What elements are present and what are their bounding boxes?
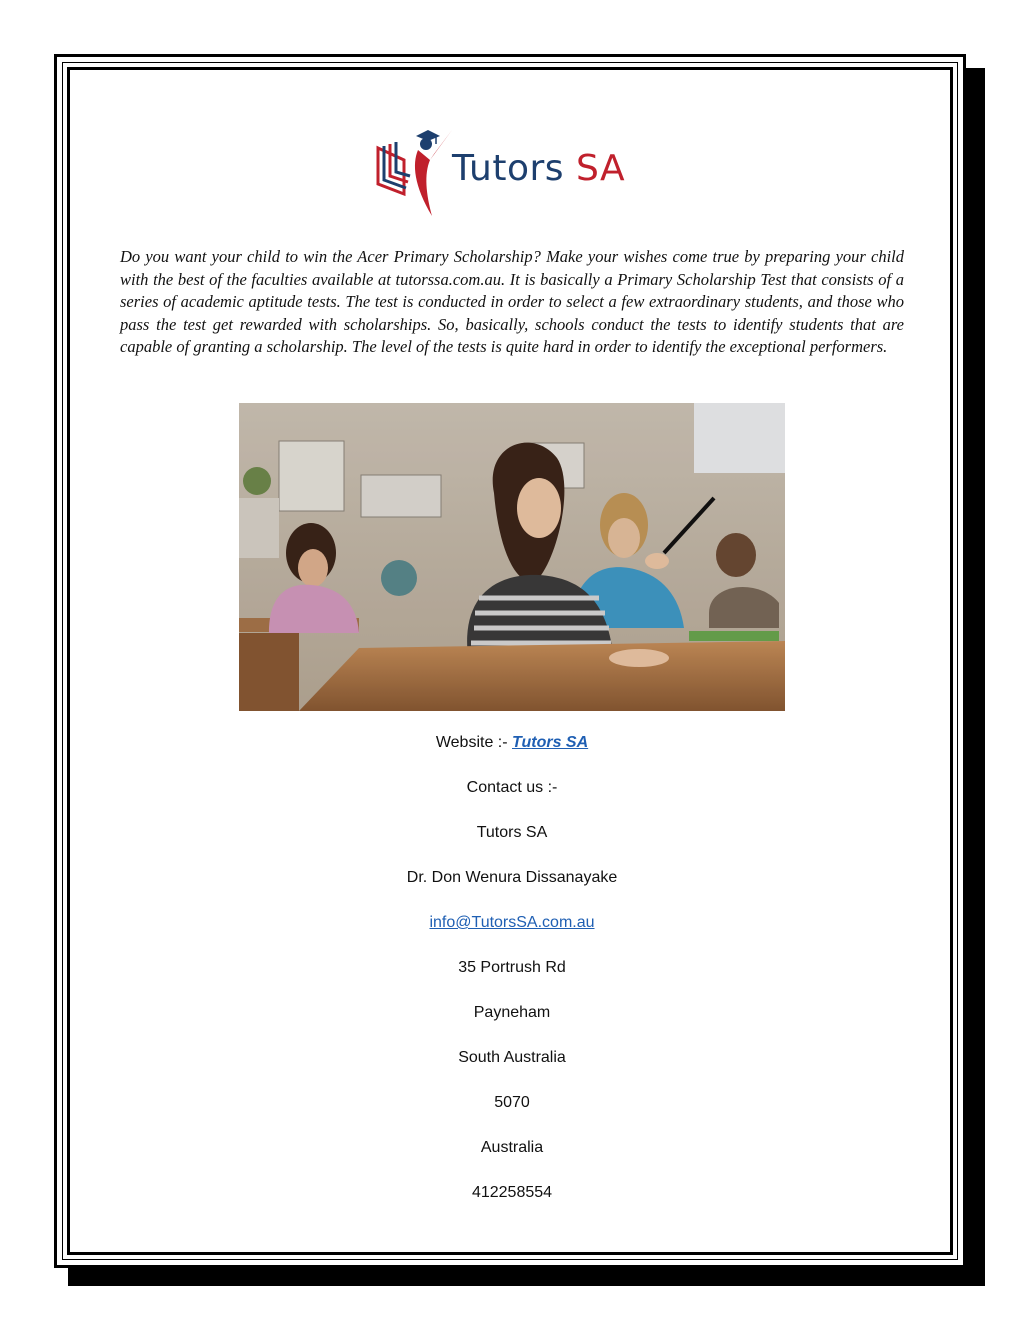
classroom-photo	[239, 403, 785, 711]
contact-person: Dr. Don Wenura Dissanayake	[406, 869, 618, 886]
intro-paragraph: Do you want your child to win the Acer Primary Scholarship? Make your wishes come true by preparing your child with the best of the faculties available at tutorssa.com.au. It is basically a Primary Scholarship Test that consists of a series of academic aptitude tests. The test is conducted in order to select a few extraordinary students, and those who pass the test get rewarded with scholarships. So, basically, schools conduct the tests to identify students that are capable of granting a scholarship. The level of the tests is quite hard in order to identify the exceptional performers.	[120, 247, 904, 356]
website-link[interactable]: Tutors SA	[512, 734, 589, 751]
website-line	[0, 734, 1024, 752]
email-link[interactable]: info@TutorsSA.com.au	[429, 914, 595, 931]
company-name: Tutors SA	[476, 824, 548, 841]
brand-name-part2: SA	[576, 148, 626, 189]
brand-name	[452, 148, 625, 189]
email-line	[0, 914, 1024, 932]
suburb: Payneham	[473, 1004, 551, 1021]
brand-name-part1: Tutors	[452, 148, 565, 189]
country: Australia	[480, 1139, 544, 1156]
contact-label: Contact us :-	[466, 779, 558, 796]
state: South Australia	[458, 1049, 566, 1066]
website-label: Website :-	[435, 734, 512, 751]
open-book-graduate-icon	[374, 124, 454, 220]
phone: 412258554	[471, 1184, 553, 1201]
postcode: 5070	[494, 1094, 530, 1111]
address-line: 35 Portrush Rd	[458, 959, 566, 976]
